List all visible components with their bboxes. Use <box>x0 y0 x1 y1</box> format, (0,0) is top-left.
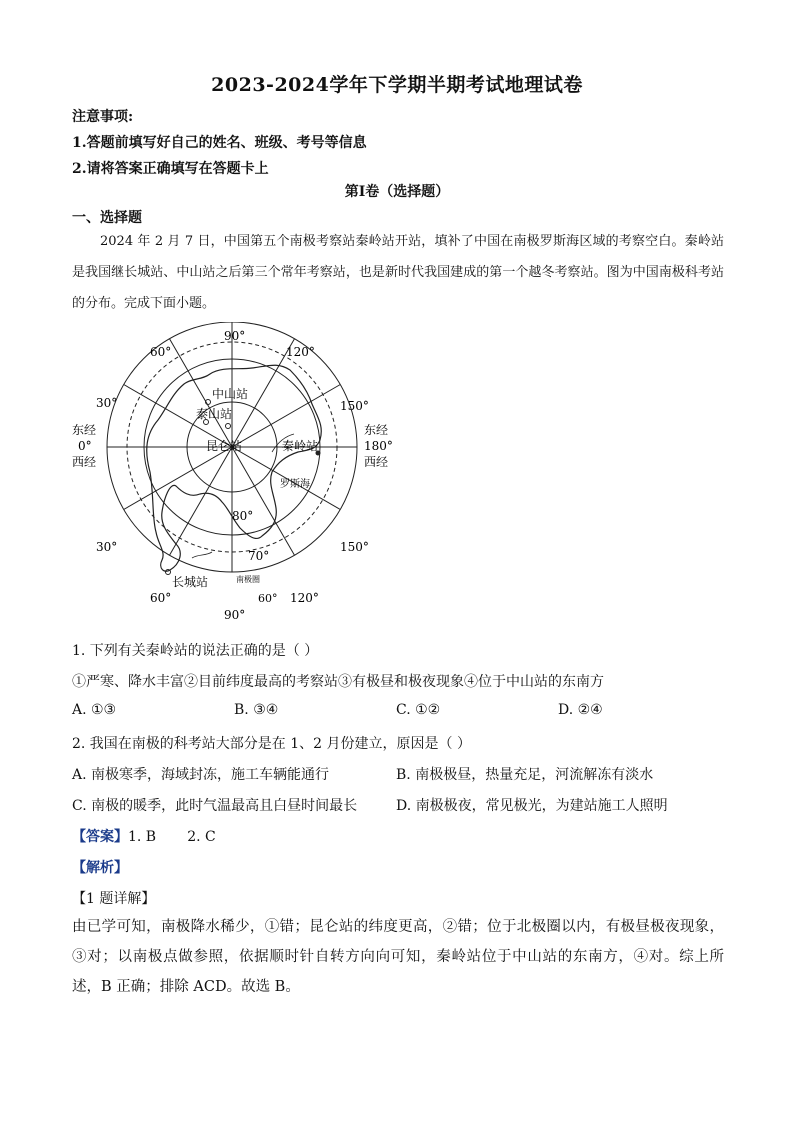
taishan-station-label: 泰山站 <box>196 407 233 421</box>
lon-label-bottom-left: 60° <box>150 591 172 605</box>
lon-label-lower-right: 150° <box>340 540 369 554</box>
label-zero: 0° <box>78 439 92 453</box>
lon-label-top: 90° <box>224 329 246 343</box>
lat-label-70: 70° <box>248 549 270 563</box>
q2-option-c[interactable]: C. 南极的暖季，此时气温最高且白昼时间最长 <box>72 798 358 814</box>
lon-label-upper-left: 30° <box>96 396 118 410</box>
lon-label-inner-bottom: 60° <box>258 592 278 605</box>
notice-item-2: 2.请将答案正确填写在答题卡上 <box>72 161 269 177</box>
q2-option-b[interactable]: B. 南极极昼，热量充足，河流解冻有淡水 <box>396 767 654 783</box>
volume-title: 第Ⅰ卷（选择题） <box>344 184 450 200</box>
question-1-statements: ①严寒、降水丰富②目前纬度最高的考察站③有极昼和极夜现象④位于中山站的东南方 <box>72 674 604 690</box>
ross-sea-label: 罗斯海 <box>280 479 310 490</box>
q1-option-b[interactable]: B. ③④ <box>234 702 279 718</box>
label-east-right: 东经 <box>364 423 389 437</box>
lon-label-bottom: 90° <box>224 608 246 622</box>
lon-label-upper-right: 150° <box>340 399 369 413</box>
lon-label-lower-left: 30° <box>96 540 118 554</box>
qinling-station-label: 秦岭站 <box>282 439 319 453</box>
antarctic-circle-label: 南极圈 <box>236 575 260 584</box>
q1-option-d[interactable]: D. ②④ <box>558 702 603 718</box>
notice-heading: 注意事项: <box>72 109 134 125</box>
answer-line <box>72 826 216 846</box>
zhongshan-station-label: 中山站 <box>212 387 249 401</box>
label-180: 180° <box>364 439 393 453</box>
q1-option-a[interactable]: A. ①③ <box>72 702 117 718</box>
analysis-label: 【解析】 <box>72 860 128 876</box>
label-west-right: 西经 <box>364 455 389 469</box>
detail-heading: 【1 题详解】 <box>72 891 156 907</box>
page-title: 2023-2024学年下学期半期考试地理试卷 <box>211 74 583 96</box>
question-1-stem: 1. 下列有关秦岭站的说法正确的是（ ） <box>72 643 319 659</box>
kunlun-station-marker <box>226 424 231 429</box>
lon-label-top-right: 120° <box>286 345 315 359</box>
notice-item-1: 1.答题前填写好自己的姓名、班级、考号等信息 <box>72 135 367 151</box>
section-title: 一、选择题 <box>72 210 142 226</box>
changcheng-station-label: 长城站 <box>172 575 209 589</box>
q2-option-a[interactable]: A. 南极寒季，海域封冻，施工车辆能通行 <box>72 767 330 783</box>
label-east-left: 东经 <box>72 423 97 437</box>
kunlun-station-label: 昆仑站 <box>206 439 243 453</box>
answer-value: 1. B 2. C <box>128 829 216 845</box>
q1-option-c[interactable]: C. ①② <box>396 702 441 718</box>
lon-label-bottom-right: 120° <box>290 591 319 605</box>
lat-label-80: 80° <box>232 509 254 523</box>
reading-passage: 2024 年 2 月 7 日，中国第五个南极考察站秦岭站开站，填补了中国在南极罗斯海区域的考察空白。秦岭站是我国继长城站、中山站之后第三个常年考察站，也是新时代我国建成的第一个越冬考察站。图为中国南极科考站的分布。完成下面小题。 <box>72 234 724 311</box>
q2-option-d[interactable]: D. 南极极夜，常见极光，为建站施工人照明 <box>396 798 668 814</box>
antarctica-station-map <box>72 322 402 622</box>
detail-text: 由已学可知，南极降水稀少，①错；昆仑站的纬度更高，②错；位于北极圈以内，有极昼极夜现象，③对；以南极点做参照，依据顺时针自转方向向可知，秦岭站位于中山站的东南方，④对。综上所述，B 正确；排除 ACD。故选 B。 <box>72 919 724 995</box>
lon-label-top-left: 60° <box>150 345 172 359</box>
label-west-left: 西经 <box>72 455 97 469</box>
question-2-stem: 2. 我国在南极的科考站大部分是在 1、2 月份建立，原因是（ ） <box>72 736 471 752</box>
answer-label: 【答案】 <box>72 829 128 845</box>
